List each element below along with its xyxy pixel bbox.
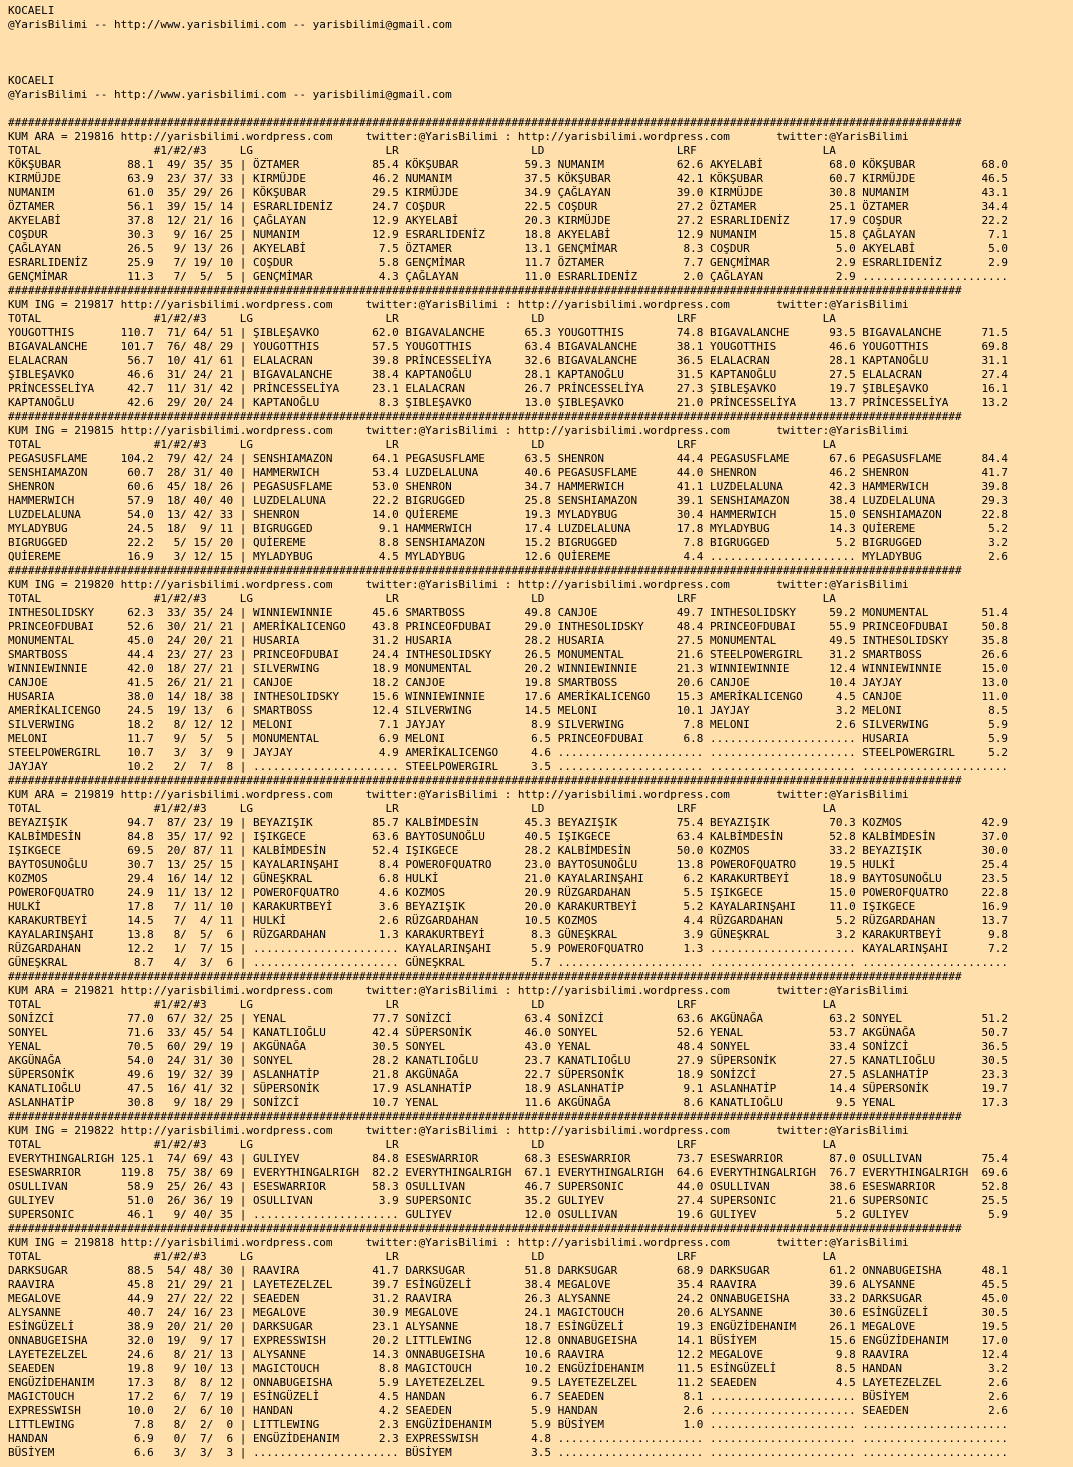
column-header: TOTAL #1/#2/#3 LG LR LD LRF LA — [8, 144, 836, 157]
race-section — [8, 788, 1068, 984]
result-row: ÇAĞLAYAN 26.5 9/ 13/ 26 | AKYELABİ 7.5 ÖZTAMER 13.1 GENÇMİMAR 8.3 COŞDUR 5.0 AKYELABİ 5.0 — [8, 242, 1009, 255]
result-row: PRINCEOFDUBAI 52.6 30/ 21/ 21 | AMERİKALICENGO 43.8 PRINCEOFDUBAI 29.0 INTHESOLIDSKY 48.4 PRINCEOFDUBAI 55.9 PRINCEOFDUBAI 50.8 — [8, 620, 1009, 633]
column-header: TOTAL #1/#2/#3 LG LR LD LRF LA — [8, 438, 836, 451]
result-row: JAYJAY 10.2 2/ 7/ 8 | ...................... STEELPOWERGIRL 3.5 ...................... ...................... ...................... — [8, 760, 1009, 773]
result-row: ESİNGÜZELİ 38.9 20/ 21/ 20 | DARKSUGAR 23.1 ALYSANNE 18.7 ESİNGÜZELİ 19.3 ENGÜZİDEHANIM 26.1 MEGALOVE 19.5 — [8, 1320, 1009, 1333]
race-title: KUM ING = 219817 http://yarisbilimi.wordpress.com twitter:@YarisBilimi : http://yarisbilimi.wordpress.com twitter:@YarisBilimi — [8, 298, 909, 311]
result-row: ONNABUGEISHA 32.0 19/ 9/ 17 | EXPRESSWISH 20.2 LITTLEWING 12.8 ONNABUGEISHA 14.1 BÜSİYEM 15.6 ENGÜZİDEHANIM 17.0 — [8, 1334, 1009, 1347]
result-row: PRİNCESSELİYA 42.7 11/ 31/ 42 | PRİNCESSELİYA 23.1 ELALACRAN 26.7 PRİNCESSELİYA 27.3 ŞIBLEŞAVKO 19.7 ŞIBLEŞAVKO 16.1 — [8, 382, 1009, 395]
result-row: MELONI 11.7 9/ 5/ 5 | MONUMENTAL 6.9 MELONI 6.5 PRINCEOFDUBAI 6.8 ...................... HUSARIA 5.9 — [8, 732, 1009, 745]
header-line — [8, 102, 1068, 116]
result-row: MYLADYBUG 24.5 18/ 9/ 11 | BIGRUGGED 9.1 HAMMERWICH 17.4 LUZDELALUNA 17.8 MYLADYBUG 14.3 QUİEREME 5.2 — [8, 522, 1009, 535]
result-row: EVERYTHINGALRIGH 125.1 74/ 69/ 43 | GULIYEV 84.8 ESESWARRIOR 68.3 ESESWARRIOR 73.7 ESESWARRIOR 87.0 OSULLIVAN 75.4 — [8, 1152, 1009, 1165]
race-section — [8, 424, 1068, 578]
result-row: ELALACRAN 56.7 10/ 41/ 61 | ELALACRAN 39.8 PRİNCESSELİYA 32.6 BIGAVALANCHE 36.5 ELALACRAN 28.1 KAPTANOĞLU 31.1 — [8, 354, 1009, 367]
result-row: BAYTOSUNOĞLU 30.7 13/ 25/ 15 | KAYALARINŞAHI 8.4 POWEROFQUATRO 23.0 BAYTOSUNOĞLU 13.8 POWEROFQUATRO 19.5 HULKİ 25.4 — [8, 858, 1009, 871]
result-row: KÖKŞUBAR 88.1 49/ 35/ 35 | ÖZTAMER 85.4 KÖKŞUBAR 59.3 NUMANIM 62.6 AKYELABİ 68.0 KÖKŞUBAR 68.0 — [8, 158, 1009, 171]
result-row: BEYAZIŞIK 94.7 87/ 23/ 19 | BEYAZIŞIK 85.7 KALBİMDESİN 45.3 BEYAZIŞIK 75.4 BEYAZIŞIK 70.3 KOZMOS 42.9 — [8, 816, 1009, 829]
result-row: QUİEREME 16.9 3/ 12/ 15 | MYLADYBUG 4.5 MYLADYBUG 12.6 QUİEREME 4.4 ...................... MYLADYBUG 2.6 — [8, 550, 1009, 563]
result-row: MEGALOVE 44.9 27/ 22/ 22 | SEAEDEN 31.2 RAAVIRA 26.3 ALYSANNE 24.2 ONNABUGEISHA 33.2 DARKSUGAR 45.0 — [8, 1292, 1009, 1305]
race-title: KUM ING = 219815 http://yarisbilimi.wordpress.com twitter:@YarisBilimi : http://yarisbilimi.wordpress.com twitter:@YarisBilimi — [8, 424, 909, 437]
race-section — [8, 1124, 1068, 1236]
race-section — [8, 984, 1068, 1124]
result-row: GÜNEŞKRAL 8.7 4/ 3/ 6 | ...................... GÜNEŞKRAL 5.7 ...................... ...................... ...................... — [8, 956, 1009, 969]
result-row: HUSARIA 38.0 14/ 18/ 38 | INTHESOLIDSKY 15.6 WINNIEWINNIE 17.6 AMERİKALICENGO 15.3 AMERİKALICENGO 4.5 CANJOE 11.0 — [8, 690, 1009, 703]
race-title: KUM ARA = 219819 http://yarisbilimi.wordpress.com twitter:@YarisBilimi : http://yarisbilimi.wordpress.com twitter:@YarisBilimi — [8, 788, 909, 801]
result-row: IŞIKGECE 69.5 20/ 87/ 11 | KALBİMDESİN 52.4 IŞIKGECE 28.2 KALBİMDESİN 50.0 KOZMOS 33.2 BEYAZIŞIK 30.0 — [8, 844, 1009, 857]
result-row: ESRARLIDENİZ 25.9 7/ 19/ 10 | COŞDUR 5.8 GENÇMİMAR 11.7 ÖZTAMER 7.7 GENÇMİMAR 2.9 ESRARLIDENİZ 2.9 — [8, 256, 1009, 269]
race-title: KUM ARA = 219821 http://yarisbilimi.wordpress.com twitter:@YarisBilimi : http://yarisbilimi.wordpress.com twitter:@YarisBilimi — [8, 984, 909, 997]
result-row: KIRMÜJDE 63.9 23/ 37/ 33 | KIRMÜJDE 46.2 NUMANIM 37.5 KÖKŞUBAR 42.1 KÖKŞUBAR 60.7 KIRMÜJDE 46.5 — [8, 172, 1009, 185]
separator-line: ################################################################################################################################################ — [8, 1110, 962, 1123]
column-header: TOTAL #1/#2/#3 LG LR LD LRF LA — [8, 998, 836, 1011]
race-list — [8, 130, 1068, 1460]
separator-line: ################################################################################################################################################ — [8, 284, 962, 297]
header-line: @YarisBilimi -- http://www.yarisbilimi.com -- yarisbilimi@gmail.com — [8, 18, 452, 31]
column-header: TOTAL #1/#2/#3 LG LR LD LRF LA — [8, 312, 836, 325]
result-row: RÜZGARDAHAN 12.2 1/ 7/ 15 | ...................... KAYALARINŞAHI 5.9 POWEROFQUATRO 1.3 ...................... KAYALARINŞAHI 7.2 — [8, 942, 1009, 955]
separator-line: ################################################################################################################################################ — [8, 1222, 962, 1235]
result-row: KOZMOS 29.4 16/ 14/ 12 | GÜNEŞKRAL 6.8 HULKİ 21.0 KAYALARINŞAHI 6.2 KARAKURTBEYİ 18.9 BAYTOSUNOĞLU 23.5 — [8, 872, 1009, 885]
result-row: EXPRESSWISH 10.0 2/ 6/ 10 | HANDAN 4.2 SEAEDEN 5.9 HANDAN 2.6 ...................... SEAEDEN 2.6 — [8, 1404, 1009, 1417]
result-row: KARAKURTBEYİ 14.5 7/ 4/ 11 | HULKİ 2.6 RÜZGARDAHAN 10.5 KOZMOS 4.4 RÜZGARDAHAN 5.2 RÜZGARDAHAN 13.7 — [8, 914, 1009, 927]
header-line: KOCAELI — [8, 74, 55, 87]
result-row: OSULLIVAN 58.9 25/ 26/ 43 | ESESWARRIOR 58.3 OSULLIVAN 46.7 SUPERSONIC 44.0 OSULLIVAN 38.6 ESESWARRIOR 52.8 — [8, 1180, 1009, 1193]
result-row: AMERİKALICENGO 24.5 19/ 13/ 6 | SMARTBOSS 12.4 SILVERWING 14.5 MELONI 10.1 JAYJAY 3.2 MELONI 8.5 — [8, 704, 1009, 717]
header-line — [8, 46, 1068, 60]
result-row: LITTLEWING 7.8 8/ 2/ 0 | LITTLEWING 2.3 ENGÜZİDEHANIM 5.9 BÜSİYEM 1.0 ...................... ...................... — [8, 1418, 1009, 1431]
separator-line: ################################################################################################################################################ — [8, 410, 962, 423]
result-row: ENGÜZİDEHANIM 17.3 8/ 8/ 12 | ONNABUGEISHA 5.9 LAYETEZELZEL 9.5 LAYETEZELZEL 11.2 SEAEDEN 4.5 LAYETEZELZEL 2.6 — [8, 1376, 1009, 1389]
result-row: PEGASUSFLAME 104.2 79/ 42/ 24 | SENSHIAMAZON 64.1 PEGASUSFLAME 63.5 SHENRON 44.4 PEGASUSFLAME 67.6 PEGASUSFLAME 84.4 — [8, 452, 1009, 465]
result-row: STEELPOWERGIRL 10.7 3/ 3/ 9 | JAYJAY 4.9 AMERİKALICENGO 4.6 ...................... ...................... STEELPOWERGIRL 5.2 — [8, 746, 1009, 759]
result-row: ŞIBLEŞAVKO 46.6 31/ 24/ 21 | BIGAVALANCHE 38.4 KAPTANOĞLU 28.1 KAPTANOĞLU 31.5 KAPTANOĞLU 27.5 ELALACRAN 27.4 — [8, 368, 1009, 381]
result-row: RAAVIRA 45.8 21/ 29/ 21 | LAYETEZELZEL 39.7 ESİNGÜZELİ 38.4 MEGALOVE 35.4 RAAVIRA 39.6 ALYSANNE 45.5 — [8, 1278, 1009, 1291]
result-row: ALYSANNE 40.7 24/ 16/ 23 | MEGALOVE 30.9 MEGALOVE 24.1 MAGICTOUCH 20.6 ALYSANNE 30.6 ESİNGÜZELİ 30.5 — [8, 1306, 1009, 1319]
result-row: ESESWARRIOR 119.8 75/ 38/ 69 | EVERYTHINGALRIGH 82.2 EVERYTHINGALRIGH 67.1 EVERYTHINGALRIGH 64.6 EVERYTHINGALRIGH 76.7 EVERYTHINGALRIGH 69.6 — [8, 1166, 1009, 1179]
result-row: HAMMERWICH 57.9 18/ 40/ 40 | LUZDELALUNA 22.2 BIGRUGGED 25.8 SENSHIAMAZON 39.1 SENSHIAMAZON 38.4 LUZDELALUNA 29.3 — [8, 494, 1009, 507]
race-section — [8, 1236, 1068, 1460]
column-header: TOTAL #1/#2/#3 LG LR LD LRF LA — [8, 1250, 836, 1263]
column-header: TOTAL #1/#2/#3 LG LR LD LRF LA — [8, 802, 836, 815]
result-row: MAGICTOUCH 17.2 6/ 7/ 19 | ESİNGÜZELİ 4.5 HANDAN 6.7 SEAEDEN 8.1 ...................... BÜSİYEM 2.6 — [8, 1390, 1009, 1403]
separator-line: ################################################################################################################################################ — [8, 774, 962, 787]
document-header — [8, 4, 1068, 130]
result-row: NUMANIM 61.0 35/ 29/ 26 | KÖKŞUBAR 29.5 KIRMÜJDE 34.9 ÇAĞLAYAN 39.0 KIRMÜJDE 30.8 NUMANIM 43.1 — [8, 186, 1009, 199]
race-title: KUM ING = 219822 http://yarisbilimi.wordpress.com twitter:@YarisBilimi : http://yarisbilimi.wordpress.com twitter:@YarisBilimi — [8, 1124, 909, 1137]
result-row: LAYETEZELZEL 24.6 8/ 21/ 13 | ALYSANNE 14.3 ONNABUGEISHA 10.6 RAAVIRA 12.2 MEGALOVE 9.8 RAAVIRA 12.4 — [8, 1348, 1009, 1361]
header-line: KOCAELI — [8, 4, 55, 17]
race-title: KUM ING = 219820 http://yarisbilimi.wordpress.com twitter:@YarisBilimi : http://yarisbilimi.wordpress.com twitter:@YarisBilimi — [8, 578, 909, 591]
result-row: KAPTANOĞLU 42.6 29/ 20/ 24 | KAPTANOĞLU 8.3 ŞIBLEŞAVKO 13.0 ŞIBLEŞAVKO 21.0 PRİNCESSELİYA 13.7 PRİNCESSELİYA 13.2 — [8, 396, 1009, 409]
result-row: SMARTBOSS 44.4 23/ 27/ 23 | PRINCEOFDUBAI 24.4 INTHESOLIDSKY 26.5 MONUMENTAL 21.6 STEELPOWERGIRL 31.2 SMARTBOSS 26.6 — [8, 648, 1009, 661]
result-row: AKGÜNAĞA 54.0 24/ 31/ 30 | SONYEL 28.2 KANATLIOĞLU 23.7 KANATLIOĞLU 27.9 SÜPERSONİK 27.5 KANATLIOĞLU 30.5 — [8, 1054, 1009, 1067]
result-row: SUPERSONIC 46.1 9/ 40/ 35 | ...................... GULIYEV 12.0 OSULLIVAN 19.6 GULIYEV 5.2 GULIYEV 5.9 — [8, 1208, 1009, 1221]
result-row: BIGAVALANCHE 101.7 76/ 48/ 29 | YOUGOTTHIS 57.5 YOUGOTTHIS 63.4 BIGAVALANCHE 38.1 YOUGOTTHIS 46.6 YOUGOTTHIS 69.8 — [8, 340, 1009, 353]
header-line — [8, 32, 1068, 46]
result-row: SENSHIAMAZON 60.7 28/ 31/ 40 | HAMMERWICH 53.4 LUZDELALUNA 40.6 PEGASUSFLAME 44.0 SHENRON 46.2 SHENRON 41.7 — [8, 466, 1009, 479]
result-row: BIGRUGGED 22.2 5/ 15/ 20 | QUİEREME 8.8 SENSHIAMAZON 15.2 BIGRUGGED 7.8 BIGRUGGED 5.2 BIGRUGGED 3.2 — [8, 536, 1009, 549]
result-row: YOUGOTTHIS 110.7 71/ 64/ 51 | ŞIBLEŞAVKO 62.0 BIGAVALANCHE 65.3 YOUGOTTHIS 74.8 BIGAVALANCHE 93.5 BIGAVALANCHE 71.5 — [8, 326, 1009, 339]
result-row: LUZDELALUNA 54.0 13/ 42/ 33 | SHENRON 14.0 QUİEREME 19.3 MYLADYBUG 30.4 HAMMERWICH 15.0 SENSHIAMAZON 22.8 — [8, 508, 1009, 521]
result-row: SONYEL 71.6 33/ 45/ 54 | KANATLIOĞLU 42.4 SÜPERSONİK 46.0 SONYEL 52.6 YENAL 53.7 AKGÜNAĞA 50.7 — [8, 1026, 1009, 1039]
result-row: KAYALARINŞAHI 13.8 8/ 5/ 6 | RÜZGARDAHAN 1.3 KARAKURTBEYİ 8.3 GÜNEŞKRAL 3.9 GÜNEŞKRAL 3.2 KARAKURTBEYİ 9.8 — [8, 928, 1009, 941]
result-row: DARKSUGAR 88.5 54/ 48/ 30 | RAAVIRA 41.7 DARKSUGAR 51.8 DARKSUGAR 68.9 DARKSUGAR 61.2 ONNABUGEISHA 48.1 — [8, 1264, 1009, 1277]
results-document — [8, 4, 1068, 1460]
race-section — [8, 578, 1068, 788]
race-section — [8, 298, 1068, 424]
result-row: INTHESOLIDSKY 62.3 33/ 35/ 24 | WINNIEWINNIE 45.6 SMARTBOSS 49.8 CANJOE 49.7 INTHESOLIDSKY 59.2 MONUMENTAL 51.4 — [8, 606, 1009, 619]
result-row: GENÇMİMAR 11.3 7/ 5/ 5 | GENÇMİMAR 4.3 ÇAĞLAYAN 11.0 ESRARLIDENİZ 2.0 ÇAĞLAYAN 2.9 ...................... — [8, 270, 1009, 283]
separator-line: ################################################################################################################################################ — [8, 116, 962, 129]
result-row: KANATLIOĞLU 47.5 16/ 41/ 32 | SÜPERSONİK 17.9 ASLANHATİP 18.9 ASLANHATİP 9.1 ASLANHATİP 14.4 SÜPERSONİK 19.7 — [8, 1082, 1009, 1095]
column-header: TOTAL #1/#2/#3 LG LR LD LRF LA — [8, 1138, 836, 1151]
result-row: ÖZTAMER 56.1 39/ 15/ 14 | ESRARLIDENİZ 24.7 COŞDUR 22.5 COŞDUR 27.2 ÖZTAMER 25.1 ÖZTAMER 34.4 — [8, 200, 1009, 213]
separator-line: ################################################################################################################################################ — [8, 564, 962, 577]
result-row: HANDAN 6.9 0/ 7/ 6 | ENGÜZİDEHANIM 2.3 EXPRESSWISH 4.8 ...................... ...................... ...................... — [8, 1432, 1009, 1445]
race-section — [8, 130, 1068, 298]
result-row: SHENRON 60.6 45/ 18/ 26 | PEGASUSFLAME 53.0 SHENRON 34.7 HAMMERWICH 41.1 LUZDELALUNA 42.3 HAMMERWICH 39.8 — [8, 480, 1009, 493]
result-row: WINNIEWINNIE 42.0 18/ 27/ 21 | SILVERWING 18.9 MONUMENTAL 20.2 WINNIEWINNIE 21.3 WINNIEWINNIE 12.4 WINNIEWINNIE 15.0 — [8, 662, 1009, 675]
header-line: @YarisBilimi -- http://www.yarisbilimi.com -- yarisbilimi@gmail.com — [8, 88, 452, 101]
result-row: GULIYEV 51.0 26/ 36/ 19 | OSULLIVAN 3.9 SUPERSONIC 35.2 GULIYEV 27.4 SUPERSONIC 21.6 SUPERSONIC 25.5 — [8, 1194, 1009, 1207]
race-title: KUM ARA = 219816 http://yarisbilimi.wordpress.com twitter:@YarisBilimi : http://yarisbilimi.wordpress.com twitter:@YarisBilimi — [8, 130, 909, 143]
result-row: SILVERWING 18.2 8/ 12/ 12 | MELONI 7.1 JAYJAY 8.9 SILVERWING 7.8 MELONI 2.6 SILVERWING 5.9 — [8, 718, 1009, 731]
header-line — [8, 60, 1068, 74]
result-row: YENAL 70.5 60/ 29/ 19 | AKGÜNAĞA 30.5 SONYEL 43.0 YENAL 48.4 SONYEL 33.4 SONİZCİ 36.5 — [8, 1040, 1009, 1053]
race-title: KUM ING = 219818 http://yarisbilimi.wordpress.com twitter:@YarisBilimi : http://yarisbilimi.wordpress.com twitter:@YarisBilimi — [8, 1236, 909, 1249]
result-row: CANJOE 41.5 26/ 21/ 21 | CANJOE 18.2 CANJOE 19.8 SMARTBOSS 20.6 CANJOE 10.4 JAYJAY 13.0 — [8, 676, 1009, 689]
result-row: BÜSİYEM 6.6 3/ 3/ 3 | ...................... BÜSİYEM 3.5 ...................... ...................... ...................... — [8, 1446, 1009, 1459]
result-row: POWEROFQUATRO 24.9 11/ 13/ 12 | POWEROFQUATRO 4.6 KOZMOS 20.9 RÜZGARDAHAN 5.5 IŞIKGECE 15.0 POWEROFQUATRO 22.8 — [8, 886, 1009, 899]
result-row: KALBİMDESİN 84.8 35/ 17/ 92 | IŞIKGECE 63.6 BAYTOSUNOĞLU 40.5 IŞIKGECE 63.4 KALBİMDESİN 52.8 KALBİMDESİN 37.0 — [8, 830, 1009, 843]
result-row: MONUMENTAL 45.0 24/ 20/ 21 | HUSARIA 31.2 HUSARIA 28.2 HUSARIA 27.5 MONUMENTAL 49.5 INTHESOLIDSKY 35.8 — [8, 634, 1009, 647]
column-header: TOTAL #1/#2/#3 LG LR LD LRF LA — [8, 592, 836, 605]
result-row: SONİZCİ 77.0 67/ 32/ 25 | YENAL 77.7 SONİZCİ 63.4 SONİZCİ 63.6 AKGÜNAĞA 63.2 SONYEL 51.2 — [8, 1012, 1009, 1025]
result-row: SÜPERSONİK 49.6 19/ 32/ 39 | ASLANHATİP 21.8 AKGÜNAĞA 22.7 SÜPERSONİK 18.9 SONİZCİ 27.5 ASLANHATİP 23.3 — [8, 1068, 1009, 1081]
result-row: COŞDUR 30.3 9/ 16/ 25 | NUMANIM 12.9 ESRARLIDENİZ 18.8 AKYELABİ 12.9 NUMANIM 15.8 ÇAĞLAYAN 7.1 — [8, 228, 1009, 241]
result-row: HULKİ 17.8 7/ 11/ 10 | KARAKURTBEYİ 3.6 BEYAZIŞIK 20.0 KARAKURTBEYİ 5.2 KAYALARINŞAHI 11.0 IŞIKGECE 16.9 — [8, 900, 1009, 913]
result-row: ASLANHATİP 30.8 9/ 18/ 29 | SONİZCİ 10.7 YENAL 11.6 AKGÜNAĞA 8.6 KANATLIOĞLU 9.5 YENAL 17.3 — [8, 1096, 1009, 1109]
separator-line: ################################################################################################################################################ — [8, 970, 962, 983]
result-row: SEAEDEN 19.8 9/ 10/ 13 | MAGICTOUCH 8.8 MAGICTOUCH 10.2 ENGÜZİDEHANIM 11.5 ESİNGÜZELİ 8.5 HANDAN 3.2 — [8, 1362, 1009, 1375]
result-row: AKYELABİ 37.8 12/ 21/ 16 | ÇAĞLAYAN 12.9 AKYELABİ 20.3 KIRMÜJDE 27.2 ESRARLIDENİZ 17.9 COŞDUR 22.2 — [8, 214, 1009, 227]
